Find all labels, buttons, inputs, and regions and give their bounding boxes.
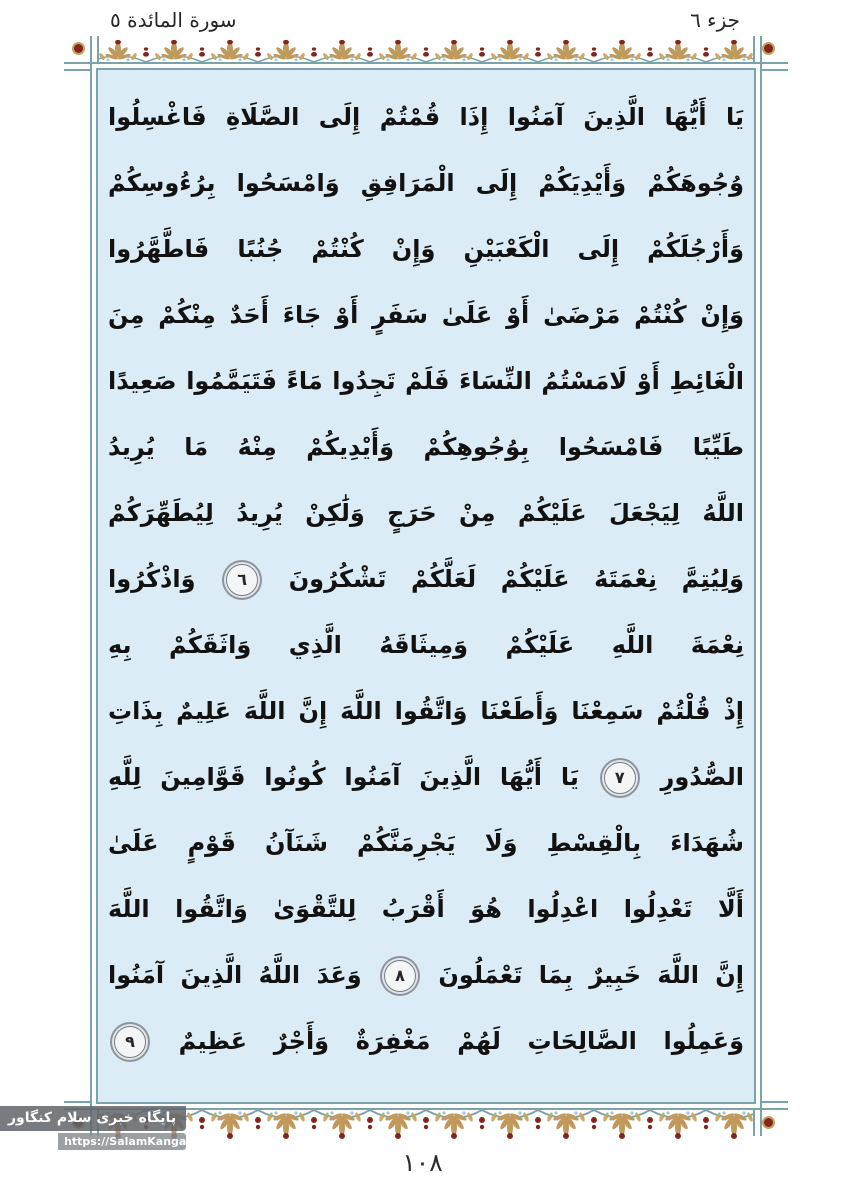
quran-line	[108, 84, 744, 150]
border-ornament-right	[762, 62, 794, 1110]
ayah-text-segment: الصُّدُورِ	[660, 763, 744, 791]
quran-line	[108, 744, 744, 810]
ayah-text-segment: وَإِنْ كُنْتُمْ مَرْضَىٰ أَوْ عَلَىٰ سَفَرٍ أَوْ جَاءَ أَحَدٌ مِنْكُمْ مِنَ	[108, 301, 744, 329]
frame-corner-extension	[762, 1101, 788, 1110]
ayah-text-segment: إِذْ قُلْتُمْ سَمِعْنَا وَأَطَعْنَا وَاتَّقُوا اللَّهَ إِنَّ اللَّهَ عَلِيمٌ بِذَاتِ	[108, 697, 744, 725]
quran-line	[108, 216, 744, 282]
watermark-url: https://SalamKangavar.ir	[58, 1133, 186, 1150]
frame-corner-extension	[753, 1110, 762, 1136]
ayah-text-segment: يَا أَيُّهَا الَّذِينَ آمَنُوا كُونُوا قَوَّامِينَ لِلَّهِ	[108, 763, 579, 791]
ayah-text-segment: وَعَمِلُوا الصَّالِحَاتِ لَهُمْ مَغْفِرَةٌ وَأَجْرٌ عَظِيمٌ	[178, 1027, 744, 1055]
quran-line	[108, 150, 744, 216]
corner-rosette	[74, 44, 83, 53]
frame-corner-extension	[64, 62, 90, 71]
ayah-text-segment: نِعْمَةَ اللَّهِ عَلَيْكُمْ وَمِيثَاقَهُ الَّذِي وَاثَقَكُمْ بِهِ	[108, 631, 744, 659]
quran-line	[108, 612, 744, 678]
content-panel	[96, 68, 756, 1104]
quran-line	[108, 876, 744, 942]
quran-line	[108, 480, 744, 546]
ayah-text-segment: يَا أَيُّهَا الَّذِينَ آمَنُوا إِذَا قُمْتُمْ إِلَى الصَّلَاةِ فَاغْسِلُوا	[108, 103, 744, 131]
quran-line	[108, 348, 744, 414]
corner-rosette	[764, 44, 773, 53]
ayah-text-segment: طَيِّبًا فَامْسَحُوا بِوُجُوهِكُمْ وَأَيْدِيكُمْ مِنْهُ مَا يُرِيدُ	[108, 433, 744, 461]
verse-end-marker: ٧	[604, 762, 636, 794]
ayah-text-segment: وَعَدَ اللَّهُ الَّذِينَ آمَنُوا	[108, 961, 362, 989]
ayah-text-segment: وَلِيُتِمَّ نِعْمَتَهُ عَلَيْكُمْ لَعَلَّكُمْ تَشْكُرُونَ	[288, 565, 744, 593]
ayah-text-segment: إِنَّ اللَّهَ خَبِيرٌ بِمَا تَعْمَلُونَ	[438, 961, 744, 989]
verse-end-marker: ٦	[226, 564, 258, 596]
border-ornament-top	[90, 36, 762, 62]
quran-line	[108, 546, 744, 612]
ayah-text-segment: وَأَرْجُلَكُمْ إِلَى الْكَعْبَيْنِ وَإِنْ كُنْتُمْ جُنُبًا فَاطَّهَّرُوا	[108, 235, 744, 263]
ayah-text-segment: أَلَّا تَعْدِلُوا اعْدِلُوا هُوَ أَقْرَبُ لِلتَّقْوَىٰ وَاتَّقُوا اللَّهَ	[108, 895, 744, 923]
quran-line	[108, 282, 744, 348]
quran-line	[108, 678, 744, 744]
juz-label: جزء ٦	[690, 8, 740, 32]
ayah-text-segment: شُهَدَاءَ بِالْقِسْطِ وَلَا يَجْرِمَنَّكُمْ شَنَآنُ قَوْمٍ عَلَىٰ	[108, 829, 744, 857]
watermark	[0, 1106, 219, 1150]
verse-end-marker: ٩	[114, 1026, 146, 1058]
ayah-text-segment: وَاذْكُرُوا	[108, 565, 196, 593]
page-number: ١٠٨	[402, 1148, 443, 1177]
surah-title: سورة المائدة ٥	[110, 8, 237, 32]
floral-pattern-top-svg	[90, 36, 762, 62]
verse-end-marker: ٨	[384, 960, 416, 992]
watermark-title: پایگاه خبری سلام کنگاور	[0, 1106, 186, 1131]
frame-corner-extension	[90, 36, 99, 62]
page-frame	[90, 62, 762, 1110]
quran-line	[108, 1008, 744, 1074]
ayah-text-segment: اللَّهُ لِيَجْعَلَ عَلَيْكُمْ مِنْ حَرَجٍ وَلَٰكِنْ يُرِيدُ لِيُطَهِّرَكُمْ	[108, 499, 744, 527]
quran-text-area	[108, 84, 744, 1092]
frame-corner-extension	[753, 36, 762, 62]
border-ornament-left	[58, 62, 90, 1110]
quran-line	[108, 810, 744, 876]
frame-corner-extension	[762, 62, 788, 71]
quran-line	[108, 942, 744, 1008]
ayah-text-segment: الْغَائِطِ أَوْ لَامَسْتُمُ النِّسَاءَ فَلَمْ تَجِدُوا مَاءً فَتَيَمَّمُوا صَعِيدًا	[108, 367, 744, 395]
ayah-text-segment: وُجُوهَكُمْ وَأَيْدِيَكُمْ إِلَى الْمَرَافِقِ وَامْسَحُوا بِرُءُوسِكُمْ	[108, 169, 744, 197]
quran-line	[108, 414, 744, 480]
corner-rosette	[764, 1118, 773, 1127]
